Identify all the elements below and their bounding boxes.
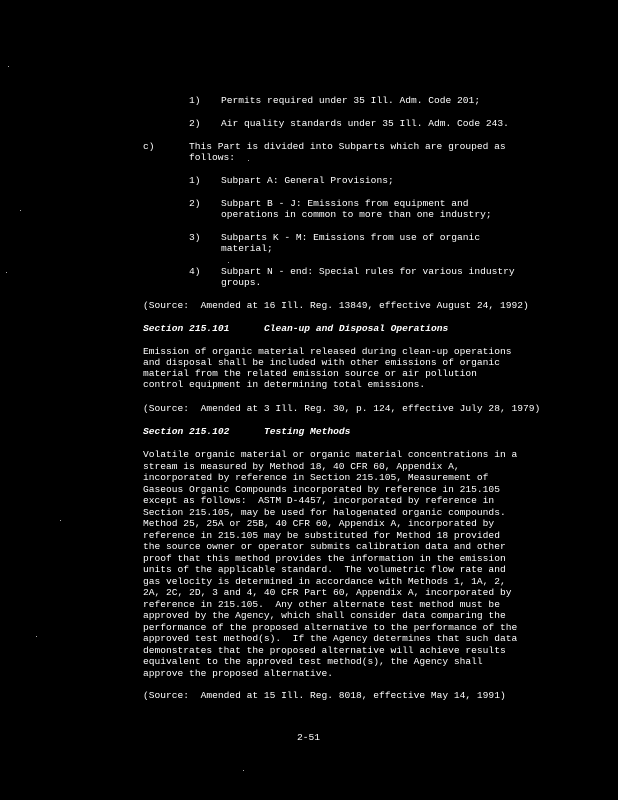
list-item-text: Subpart N - end: Special rules for various industry bbox=[221, 266, 515, 277]
paragraph-line: except as follows: ASTM D-4457, incorporated by reference in bbox=[143, 495, 495, 506]
paragraph-line: approved test method(s). If the Agency determines that such data bbox=[143, 633, 518, 644]
list-item-number: 1) bbox=[189, 175, 201, 186]
paragraph-line: Gaseous Organic Compounds incorporated by reference in 215.105 bbox=[143, 483, 500, 495]
source-note: (Source: Amended at 16 Ill. Reg. 13849, effective August 24, 1992) bbox=[143, 300, 529, 311]
paragraph-line: stream is measured by Method 18, 40 CFR 60, Appendix A, bbox=[143, 460, 460, 472]
paragraph-line: control equipment in determining total emissions. bbox=[143, 379, 426, 390]
item-text: follows: bbox=[189, 152, 236, 163]
source-note: (Source: Amended at 3 Ill. Reg. 30, p. 124, effective July 28, 1979) bbox=[143, 403, 541, 414]
paragraph-line: approve the proposed alternative. bbox=[143, 667, 333, 679]
paragraph-line: Method 25, 25A or 25B, 40 CFR 60, Appendix A, incorporated by bbox=[143, 518, 495, 529]
list-item-text: groups. bbox=[221, 277, 262, 288]
scan-speck bbox=[60, 520, 61, 521]
paragraph-line: approved by the Agency, which shall consider data comparing the bbox=[143, 610, 506, 621]
scan-speck bbox=[228, 262, 229, 263]
list-item-number: 2) bbox=[189, 118, 201, 129]
paragraph-line: gas velocity is determined in accordance with Methods 1, 1A, 2, bbox=[143, 575, 506, 587]
scan-speck bbox=[248, 160, 249, 161]
paragraph-line: demonstrates that the proposed alternative will achieve results bbox=[143, 644, 506, 656]
paragraph-line: reference in 215.105. Any other alternate test method must be bbox=[143, 598, 500, 610]
page-number: 2-51 bbox=[297, 732, 321, 743]
paragraph-line: material from the related emission source or air pollution bbox=[143, 368, 477, 379]
paragraph-line: Volatile organic material or organic material concentrations in a bbox=[143, 449, 518, 460]
section-title: Testing Methods bbox=[264, 426, 351, 437]
scan-speck bbox=[6, 272, 7, 273]
paragraph-line: proof that this method provides the information in the emission bbox=[143, 552, 506, 564]
paragraph-line: the source owner or operator submits calibration data and other bbox=[143, 541, 506, 552]
list-item-text: Permits required under 35 Ill. Adm. Code 201; bbox=[221, 95, 481, 106]
list-item-text: Subparts K - M: Emissions from use of organic bbox=[221, 232, 481, 243]
section-number: Section 215.102 bbox=[143, 426, 230, 437]
list-item-text: Subpart B - J: Emissions from equipment and bbox=[221, 198, 469, 209]
item-letter: c) bbox=[143, 141, 155, 152]
scan-speck bbox=[243, 770, 244, 771]
list-item-text: Subpart A: General Provisions; bbox=[221, 175, 394, 186]
list-item-text: Air quality standards under 35 Ill. Adm. Code 243. bbox=[221, 118, 509, 129]
paragraph-line: performance of the proposed alternative to the performance of the bbox=[143, 621, 518, 633]
paragraph-line: and disposal shall be included with other emissions of organic bbox=[143, 357, 500, 368]
section-number: Section 215.101 bbox=[143, 323, 230, 334]
list-item-number: 4) bbox=[189, 266, 201, 277]
list-item-text: material; bbox=[221, 243, 273, 254]
paragraph-line: equivalent to the approved test method(s), the Agency shall bbox=[143, 656, 483, 667]
list-item-text: operations in common to more than one industry; bbox=[221, 209, 492, 220]
scan-speck bbox=[8, 66, 9, 67]
list-item-number: 2) bbox=[189, 198, 201, 209]
paragraph-line: Section 215.105, may be used for halogenated organic compounds. bbox=[143, 506, 506, 518]
list-item-number: 1) bbox=[189, 95, 201, 106]
paragraph-line: 2A, 2C, 2D, 3 and 4, 40 CFR Part 60, Appendix A, incorporated by bbox=[143, 587, 512, 598]
section-title: Clean-up and Disposal Operations bbox=[264, 323, 449, 334]
list-item-number: 3) bbox=[189, 232, 201, 243]
source-note: (Source: Amended at 15 Ill. Reg. 8018, effective May 14, 1991) bbox=[143, 690, 506, 701]
paragraph-line: reference in 215.105 may be substituted for Method 18 provided bbox=[143, 529, 500, 541]
item-text: This Part is divided into Subparts which are grouped as bbox=[189, 141, 506, 152]
scan-speck bbox=[20, 210, 21, 211]
paragraph-line: units of the applicable standard. The volumetric flow rate and bbox=[143, 564, 506, 575]
paragraph-line: Emission of organic material released during clean-up operations bbox=[143, 346, 512, 357]
paragraph-line: incorporated by reference in Section 215.105, Measurement of bbox=[143, 472, 489, 483]
scan-speck bbox=[36, 636, 37, 637]
